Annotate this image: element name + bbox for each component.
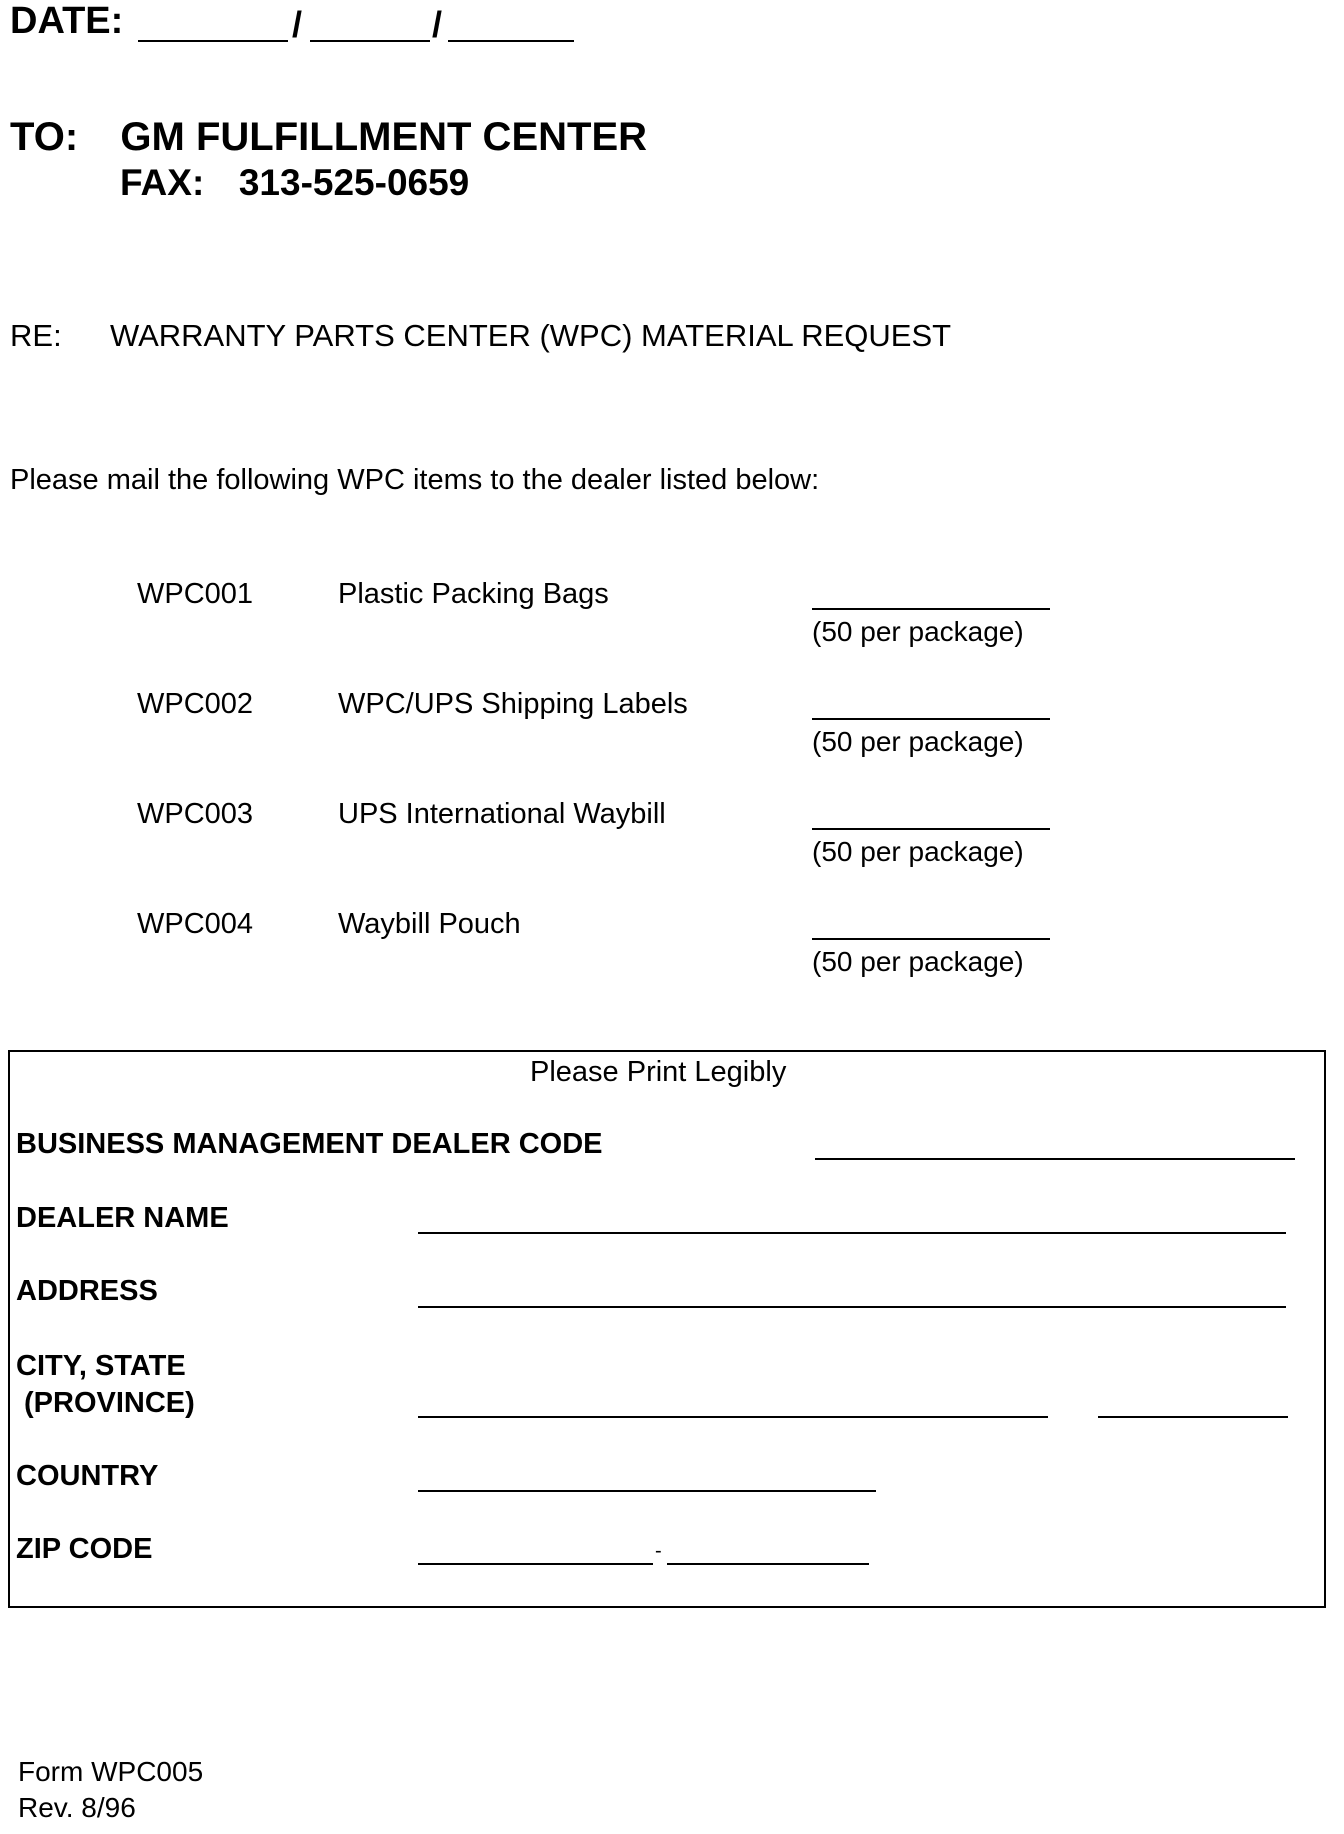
item-quantity-field[interactable]: [812, 718, 1050, 720]
zip-code-field[interactable]: [418, 1563, 653, 1565]
fax-number: 313-525-0659: [238, 162, 470, 203]
address-field[interactable]: [418, 1306, 1286, 1308]
item-quantity-note: (50 per package): [812, 946, 1024, 977]
zip-code-label: ZIP CODE: [16, 1533, 153, 1565]
item-description: UPS International Waybill: [338, 798, 666, 830]
country-label: COUNTRY: [16, 1460, 159, 1492]
dealer-code-label: BUSINESS MANAGEMENT DEALER CODE: [16, 1128, 603, 1160]
date-day-field[interactable]: [310, 40, 430, 42]
recipient-name: GM FULFILLMENT CENTER: [120, 115, 648, 159]
dealer-code-field[interactable]: [815, 1158, 1295, 1160]
date-year-field[interactable]: [448, 40, 574, 42]
item-quantity-field[interactable]: [812, 938, 1050, 940]
item-description: WPC/UPS Shipping Labels: [338, 688, 688, 720]
address-label: ADDRESS: [16, 1275, 158, 1307]
date-month-field[interactable]: [138, 40, 288, 42]
date-label: DATE:: [10, 0, 124, 42]
item-code: WPC004: [137, 908, 254, 940]
fax-line: [120, 162, 469, 204]
item-description: Plastic Packing Bags: [338, 578, 609, 610]
item-quantity-note: (50 per package): [812, 726, 1024, 757]
zip-extension-field[interactable]: [667, 1563, 869, 1565]
re-subject: WARRANTY PARTS CENTER (WPC) MATERIAL REQUEST: [110, 318, 952, 353]
instruction-text: Please mail the following WPC items to the dealer listed below:: [10, 464, 820, 496]
dealer-name-label: DEALER NAME: [16, 1202, 229, 1234]
fax-label: FAX:: [120, 162, 205, 203]
to-line: [10, 115, 647, 160]
date-separator-2: /: [432, 4, 443, 45]
city-state-label: CITY, STATE: [16, 1350, 186, 1382]
item-code: WPC002: [137, 688, 254, 720]
form-revision: Rev. 8/96: [18, 1792, 136, 1823]
to-label: TO:: [10, 115, 79, 159]
country-field[interactable]: [418, 1490, 876, 1492]
date-separator-1: /: [292, 4, 303, 45]
item-quantity-note: (50 per package): [812, 836, 1024, 867]
form-number: Form WPC005: [18, 1756, 204, 1787]
item-code: WPC001: [137, 578, 254, 610]
item-quantity-field[interactable]: [812, 608, 1050, 610]
state-field[interactable]: [1098, 1416, 1288, 1418]
zip-separator: -: [655, 1540, 662, 1562]
city-field[interactable]: [418, 1416, 1048, 1418]
item-quantity-field[interactable]: [812, 828, 1050, 830]
item-quantity-note: (50 per package): [812, 616, 1024, 647]
item-code: WPC003: [137, 798, 254, 830]
item-description: Waybill Pouch: [338, 908, 521, 940]
re-label: RE:: [10, 318, 62, 353]
dealer-name-field[interactable]: [418, 1232, 1286, 1234]
dealer-box-title: Please Print Legibly: [530, 1056, 787, 1088]
province-label: (PROVINCE): [24, 1387, 195, 1419]
